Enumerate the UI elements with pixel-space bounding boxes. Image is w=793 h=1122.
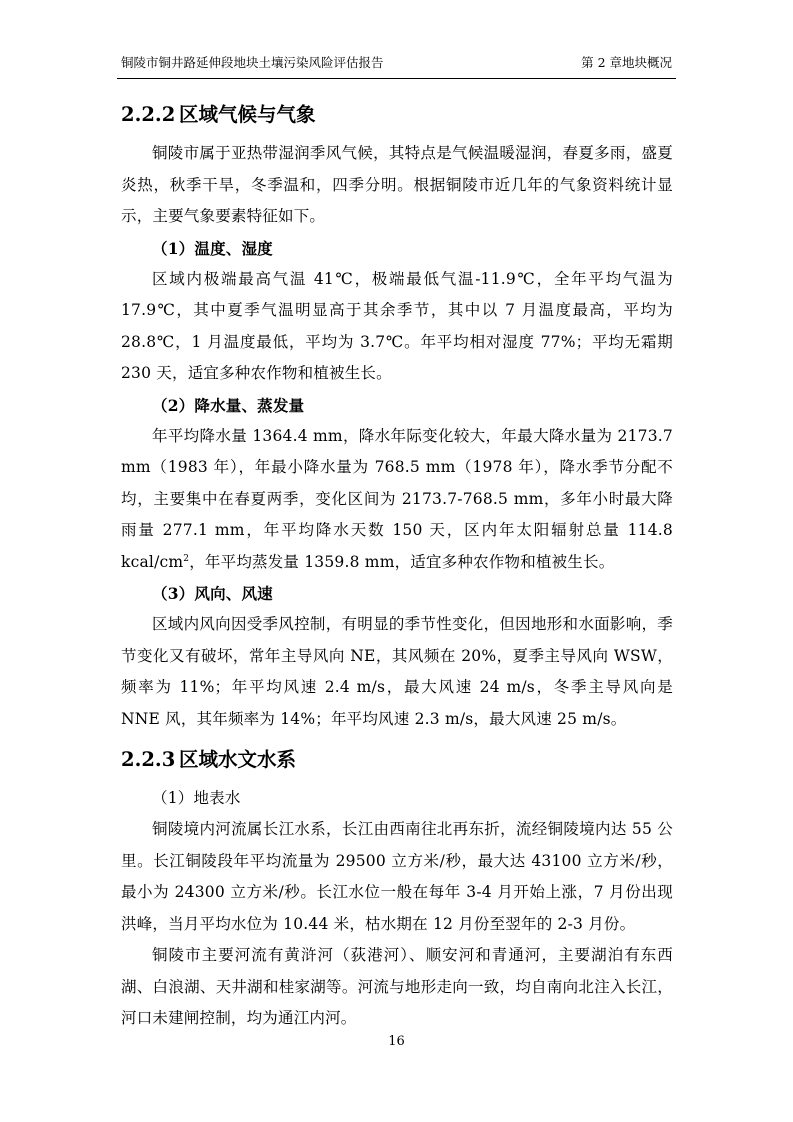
subheading-temperature-humidity: （1）温度、湿度 — [152, 238, 273, 258]
wind-paragraph: 区域内风向因受季风控制，有明显的季节性变化，但因地形和水面影响，季节变化又有破坏，常年主导风向 NE，其风频在 20%，夏季主导风向 WSW，频率为 11%；年平均风速 2.4 m/s，最大风速 24 m/s，冬季主导风向是 NNE 风，其年频率为 14%；年平均风速 2.3 m/s，最大风速 25 m/s。 — [121, 615, 673, 728]
page-header — [121, 54, 672, 74]
section-heading-2-2-3 — [121, 743, 673, 777]
header-rule — [117, 78, 676, 79]
subheading-precipitation-evaporation: （2）降水量、蒸发量 — [152, 395, 305, 415]
subheading-wind: （3）风向、风速 — [152, 584, 273, 603]
header-chapter-title: 第 2 章地块概况 — [581, 55, 672, 70]
page-content — [121, 98, 673, 1035]
header-report-title: 铜陵市铜井路延伸段地块土壤污染风险评估报告 — [121, 55, 384, 70]
climate-intro-paragraph: 铜陵市属于亚热带湿润季风气候，其特点是气候温暖湿润，春夏多雨，盛夏炎热，秋季干旱，冬季温和，四季分明。根据铜陵市近几年的气象资料统计显示，主要气象要素特征如下。 — [121, 144, 673, 225]
yangtze-river-paragraph: 铜陵境内河流属长江水系，长江由西南往北再东折，流经铜陵境内达 55 公里。长江铜陵段年平均流量为 29500 立方米/秒，最大达 43100 立方米/秒，最小为 24300 立方米/秒。长江水位一般在每年 3-4 月开始上涨，7 月份出现洪峰，当月平均水位为 10.44 米，枯水期在 12 月份至翌年的 2-3 月份。 — [121, 820, 673, 933]
precipitation-text-part-b: ，年平均蒸发量 1359.8 mm，适宜多种农作物和植被生长。 — [189, 552, 615, 571]
precipitation-text-part-a: 年平均降水量 1364.4 mm，降水年际变化较大，年最大降水量为 2173.7 mm（1983 年），年最小降水量为 768.5 mm（1978 年），降水季节分配不均，主要集中在春夏两季，变化区间为 2173.7-768.5 mm，多年小时最大降雨量 277.1 mm，年平均降水天数 150 天，区内年太阳辐射总量 114.8 kcal/cm — [121, 426, 673, 571]
section-title: 区域水文水系 — [179, 748, 297, 771]
temperature-humidity-paragraph: 区域内极端最高气温 41℃，极端最低气温-11.9℃，全年平均气温为 17.9℃，其中夏季气温明显高于其余季节，其中以 7 月温度最高，平均为 28.8℃，1 月温度最低，平均为 3.7℃。年平均相对湿度 77%；平均无霜期 230 天，适宜多种农作物和植被生长。 — [121, 269, 673, 382]
section-number: 2.2.2 — [121, 103, 176, 126]
section-number: 2.2.3 — [121, 748, 176, 771]
rivers-lakes-paragraph: 铜陵市主要河流有黄浒河（荻港河）、顺安河和青通河，主要湖泊有东西湖、白浪湖、天井湖和桂家湖等。河流与地形走向一致，均自南向北注入长江，河口未建闸控制，均为通江内河。 — [121, 946, 673, 1027]
precipitation-paragraph — [121, 421, 673, 579]
section-title: 区域气候与气象 — [179, 103, 316, 126]
section-heading-2-2-2 — [121, 98, 673, 132]
subheading-surface-water: （1）地表水 — [152, 789, 241, 807]
page-number: 16 — [388, 1034, 405, 1049]
superscript-exponent: 2 — [183, 553, 190, 564]
